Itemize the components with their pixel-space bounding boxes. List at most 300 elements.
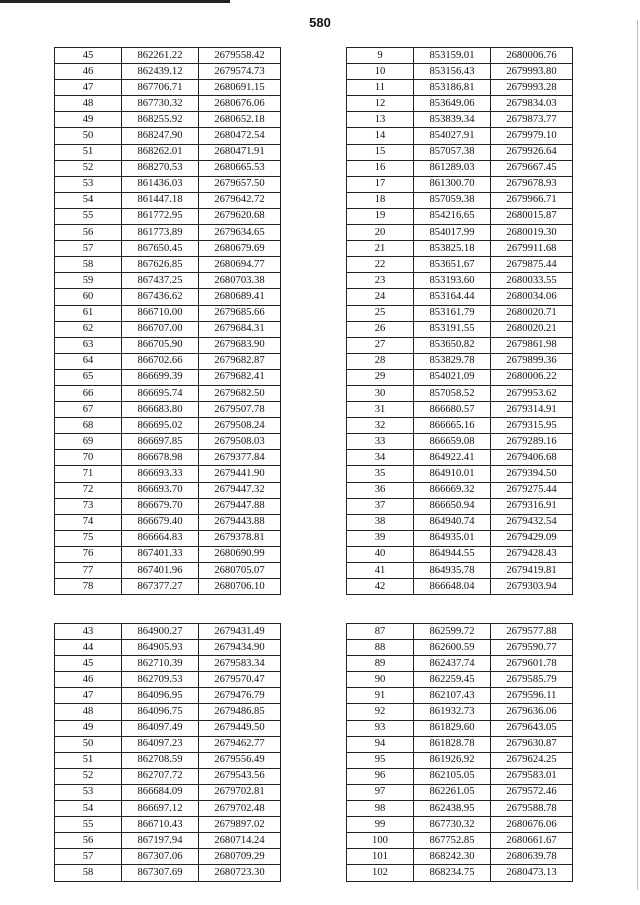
x-coordinate-cell: 853156.43 (414, 64, 491, 80)
table-row (55, 369, 281, 385)
x-coordinate-cell: 866680.57 (414, 402, 491, 418)
x-coordinate-cell: 866679.40 (122, 514, 199, 530)
table-row (347, 736, 573, 752)
x-coordinate-cell: 861828.78 (414, 736, 491, 752)
y-coordinate-cell: 2679508.24 (199, 418, 281, 434)
x-coordinate-cell: 867650.45 (122, 241, 199, 257)
table-row (347, 128, 573, 144)
x-coordinate-cell: 866679.70 (122, 498, 199, 514)
table-row (55, 768, 281, 784)
y-coordinate-cell: 2679570.47 (199, 672, 281, 688)
point-number-cell: 38 (347, 514, 414, 530)
x-coordinate-cell: 854027.91 (414, 128, 491, 144)
table-row (55, 736, 281, 752)
x-coordinate-cell: 866695.02 (122, 418, 199, 434)
point-number-cell: 23 (347, 273, 414, 289)
point-number-cell: 57 (55, 849, 122, 865)
y-coordinate-cell: 2679596.11 (491, 688, 573, 704)
point-number-cell: 37 (347, 498, 414, 514)
y-coordinate-cell: 2680472.54 (199, 128, 281, 144)
table-row (347, 656, 573, 672)
table-row (347, 402, 573, 418)
point-number-cell: 57 (55, 241, 122, 257)
x-coordinate-cell: 866697.85 (122, 434, 199, 450)
y-coordinate-cell: 2679875.44 (491, 257, 573, 273)
table-row (55, 96, 281, 112)
point-number-cell: 58 (55, 257, 122, 273)
table-row (347, 688, 573, 704)
table-row (55, 321, 281, 337)
y-coordinate-cell: 2679657.50 (199, 176, 281, 192)
table-row (347, 833, 573, 849)
y-coordinate-cell: 2679476.79 (199, 688, 281, 704)
y-coordinate-cell: 2679303.94 (491, 579, 573, 595)
table-row (347, 96, 573, 112)
table-row (347, 768, 573, 784)
y-coordinate-cell: 2680690.99 (199, 546, 281, 562)
table-row (347, 337, 573, 353)
x-coordinate-cell: 862261.05 (414, 784, 491, 800)
y-coordinate-cell: 2679583.34 (199, 656, 281, 672)
point-number-cell: 46 (55, 672, 122, 688)
y-coordinate-cell: 2680034.06 (491, 289, 573, 305)
table-row (55, 305, 281, 321)
table-row (55, 720, 281, 736)
x-coordinate-cell: 866710.43 (122, 817, 199, 833)
y-coordinate-cell: 2680706.10 (199, 579, 281, 595)
point-number-cell: 72 (55, 482, 122, 498)
point-number-cell: 13 (347, 112, 414, 128)
x-coordinate-cell: 862438.95 (414, 801, 491, 817)
table-row (347, 305, 573, 321)
y-coordinate-cell: 2679684.31 (199, 321, 281, 337)
table-row (347, 257, 573, 273)
table-row (347, 241, 573, 257)
x-coordinate-cell: 861436.03 (122, 176, 199, 192)
point-number-cell: 42 (347, 579, 414, 595)
point-number-cell: 56 (55, 833, 122, 849)
table-row (55, 112, 281, 128)
point-number-cell: 73 (55, 498, 122, 514)
table-row (55, 466, 281, 482)
y-coordinate-cell: 2679966.71 (491, 192, 573, 208)
y-coordinate-cell: 2679897.02 (199, 817, 281, 833)
x-coordinate-cell: 864910.01 (414, 466, 491, 482)
point-number-cell: 44 (55, 640, 122, 656)
y-coordinate-cell: 2679634.65 (199, 225, 281, 241)
table-row (55, 624, 281, 640)
x-coordinate-cell: 866702.66 (122, 353, 199, 369)
table-row (347, 273, 573, 289)
table-row (347, 353, 573, 369)
y-coordinate-cell: 2679429.09 (491, 530, 573, 546)
point-number-cell: 49 (55, 112, 122, 128)
coordinate-table-upper-left (54, 47, 281, 595)
point-number-cell: 77 (55, 563, 122, 579)
x-coordinate-cell: 853191.55 (414, 321, 491, 337)
x-coordinate-cell: 866650.94 (414, 498, 491, 514)
x-coordinate-cell: 857059.38 (414, 192, 491, 208)
point-number-cell: 53 (55, 784, 122, 800)
x-coordinate-cell: 867706.71 (122, 80, 199, 96)
point-number-cell: 69 (55, 434, 122, 450)
y-coordinate-cell: 2679873.77 (491, 112, 573, 128)
y-coordinate-cell: 2679431.49 (199, 624, 281, 640)
table-row (347, 624, 573, 640)
table-row (55, 656, 281, 672)
point-number-cell: 51 (55, 752, 122, 768)
y-coordinate-cell: 2679620.68 (199, 208, 281, 224)
table-row (55, 801, 281, 817)
y-coordinate-cell: 2679507.78 (199, 402, 281, 418)
table-row (55, 579, 281, 595)
x-coordinate-cell: 861300.70 (414, 176, 491, 192)
y-coordinate-cell: 2679702.81 (199, 784, 281, 800)
table-row (55, 865, 281, 881)
x-coordinate-cell: 867401.33 (122, 546, 199, 562)
table-row (55, 482, 281, 498)
point-number-cell: 43 (55, 624, 122, 640)
x-coordinate-cell: 862709.53 (122, 672, 199, 688)
y-coordinate-cell: 2680033.55 (491, 273, 573, 289)
y-coordinate-cell: 2679558.42 (199, 48, 281, 64)
y-coordinate-cell: 2680679.69 (199, 241, 281, 257)
y-coordinate-cell: 2680709.29 (199, 849, 281, 865)
table-row (55, 514, 281, 530)
y-coordinate-cell: 2679377.84 (199, 450, 281, 466)
x-coordinate-cell: 862259.45 (414, 672, 491, 688)
point-number-cell: 28 (347, 353, 414, 369)
table-row (347, 563, 573, 579)
x-coordinate-cell: 866699.39 (122, 369, 199, 385)
table-row (55, 704, 281, 720)
table-row (347, 865, 573, 881)
x-coordinate-cell: 867307.06 (122, 849, 199, 865)
y-coordinate-cell: 2679443.88 (199, 514, 281, 530)
table-row (55, 498, 281, 514)
point-number-cell: 47 (55, 688, 122, 704)
x-coordinate-cell: 866693.70 (122, 482, 199, 498)
x-coordinate-cell: 868234.75 (414, 865, 491, 881)
table-row (347, 385, 573, 401)
y-coordinate-cell: 2679434.90 (199, 640, 281, 656)
table-row (55, 353, 281, 369)
point-number-cell: 87 (347, 624, 414, 640)
x-coordinate-cell: 867752.85 (414, 833, 491, 849)
table-row (347, 289, 573, 305)
x-coordinate-cell: 853825.18 (414, 241, 491, 257)
y-coordinate-cell: 2679601.78 (491, 656, 573, 672)
y-coordinate-cell: 2679275.44 (491, 482, 573, 498)
table-row (347, 208, 573, 224)
x-coordinate-cell: 861289.03 (414, 160, 491, 176)
x-coordinate-cell: 866697.12 (122, 801, 199, 817)
x-coordinate-cell: 864096.95 (122, 688, 199, 704)
table-row (55, 128, 281, 144)
y-coordinate-cell: 2680639.78 (491, 849, 573, 865)
point-number-cell: 53 (55, 176, 122, 192)
x-coordinate-cell: 854021.09 (414, 369, 491, 385)
y-coordinate-cell: 2679574.73 (199, 64, 281, 80)
y-coordinate-cell: 2680676.06 (491, 817, 573, 833)
x-coordinate-cell: 853159.01 (414, 48, 491, 64)
point-number-cell: 67 (55, 402, 122, 418)
table-row (55, 225, 281, 241)
y-coordinate-cell: 2679462.77 (199, 736, 281, 752)
table-row (347, 48, 573, 64)
table-row (55, 434, 281, 450)
point-number-cell: 99 (347, 817, 414, 833)
x-coordinate-cell: 862708.59 (122, 752, 199, 768)
y-coordinate-cell: 2680019.30 (491, 225, 573, 241)
point-number-cell: 34 (347, 450, 414, 466)
x-coordinate-cell: 866693.33 (122, 466, 199, 482)
y-coordinate-cell: 2679572.46 (491, 784, 573, 800)
y-coordinate-cell: 2680015.87 (491, 208, 573, 224)
y-coordinate-cell: 2679449.50 (199, 720, 281, 736)
y-coordinate-cell: 2680676.06 (199, 96, 281, 112)
table-row (55, 688, 281, 704)
point-number-cell: 51 (55, 144, 122, 160)
point-number-cell: 31 (347, 402, 414, 418)
y-coordinate-cell: 2680661.67 (491, 833, 573, 849)
point-number-cell: 65 (55, 369, 122, 385)
x-coordinate-cell: 861926.92 (414, 752, 491, 768)
y-coordinate-cell: 2679432.54 (491, 514, 573, 530)
point-number-cell: 48 (55, 704, 122, 720)
y-coordinate-cell: 2679583.01 (491, 768, 573, 784)
x-coordinate-cell: 862439.12 (122, 64, 199, 80)
point-number-cell: 11 (347, 80, 414, 96)
y-coordinate-cell: 2680694.77 (199, 257, 281, 273)
point-number-cell: 95 (347, 752, 414, 768)
point-number-cell: 21 (347, 241, 414, 257)
y-coordinate-cell: 2679419.81 (491, 563, 573, 579)
table-row (55, 289, 281, 305)
y-coordinate-cell: 2679682.87 (199, 353, 281, 369)
table-row (55, 752, 281, 768)
x-coordinate-cell: 861773.89 (122, 225, 199, 241)
x-coordinate-cell: 861932.73 (414, 704, 491, 720)
point-number-cell: 98 (347, 801, 414, 817)
table-row (347, 801, 573, 817)
y-coordinate-cell: 2679979.10 (491, 128, 573, 144)
y-coordinate-cell: 2679447.88 (199, 498, 281, 514)
x-coordinate-cell: 867197.94 (122, 833, 199, 849)
y-coordinate-cell: 2680691.15 (199, 80, 281, 96)
point-number-cell: 41 (347, 563, 414, 579)
x-coordinate-cell: 868247.90 (122, 128, 199, 144)
x-coordinate-cell: 866695.74 (122, 385, 199, 401)
y-coordinate-cell: 2679624.25 (491, 752, 573, 768)
table-row (55, 849, 281, 865)
y-coordinate-cell: 2679447.32 (199, 482, 281, 498)
x-coordinate-cell: 868262.01 (122, 144, 199, 160)
point-number-cell: 52 (55, 768, 122, 784)
page-number: 580 (309, 15, 331, 30)
x-coordinate-cell: 864935.01 (414, 530, 491, 546)
point-number-cell: 59 (55, 273, 122, 289)
point-number-cell: 26 (347, 321, 414, 337)
point-number-cell: 78 (55, 579, 122, 595)
table-row (347, 704, 573, 720)
x-coordinate-cell: 853164.44 (414, 289, 491, 305)
x-coordinate-cell: 868270.53 (122, 160, 199, 176)
point-number-cell: 29 (347, 369, 414, 385)
x-coordinate-cell: 866707.00 (122, 321, 199, 337)
point-number-cell: 75 (55, 530, 122, 546)
point-number-cell: 90 (347, 672, 414, 688)
point-number-cell: 97 (347, 784, 414, 800)
table-row (347, 579, 573, 595)
table-row (55, 208, 281, 224)
y-coordinate-cell: 2679953.62 (491, 385, 573, 401)
y-coordinate-cell: 2679289.16 (491, 434, 573, 450)
y-coordinate-cell: 2679861.98 (491, 337, 573, 353)
x-coordinate-cell: 861772.95 (122, 208, 199, 224)
point-number-cell: 63 (55, 337, 122, 353)
x-coordinate-cell: 867437.25 (122, 273, 199, 289)
point-number-cell: 96 (347, 768, 414, 784)
table-row (55, 817, 281, 833)
point-number-cell: 45 (55, 48, 122, 64)
table-row (55, 546, 281, 562)
y-coordinate-cell: 2679685.66 (199, 305, 281, 321)
y-coordinate-cell: 2679926.64 (491, 144, 573, 160)
table-row (55, 192, 281, 208)
table-row (55, 176, 281, 192)
point-number-cell: 27 (347, 337, 414, 353)
x-coordinate-cell: 867307.69 (122, 865, 199, 881)
table-row (55, 241, 281, 257)
table-row (55, 144, 281, 160)
table-row (347, 466, 573, 482)
table-row (347, 144, 573, 160)
y-coordinate-cell: 2679543.56 (199, 768, 281, 784)
x-coordinate-cell: 853839.34 (414, 112, 491, 128)
x-coordinate-cell: 866710.00 (122, 305, 199, 321)
table-row (347, 225, 573, 241)
x-coordinate-cell: 867436.62 (122, 289, 199, 305)
y-coordinate-cell: 2679585.79 (491, 672, 573, 688)
point-number-cell: 9 (347, 48, 414, 64)
point-number-cell: 56 (55, 225, 122, 241)
point-number-cell: 25 (347, 305, 414, 321)
point-number-cell: 30 (347, 385, 414, 401)
point-number-cell: 70 (55, 450, 122, 466)
x-coordinate-cell: 862600.59 (414, 640, 491, 656)
table-row (347, 482, 573, 498)
y-coordinate-cell: 2679643.05 (491, 720, 573, 736)
table-row (55, 563, 281, 579)
table-row (347, 176, 573, 192)
y-coordinate-cell: 2679588.78 (491, 801, 573, 817)
x-coordinate-cell: 867401.96 (122, 563, 199, 579)
table-row (347, 514, 573, 530)
y-coordinate-cell: 2679486.85 (199, 704, 281, 720)
x-coordinate-cell: 862710.39 (122, 656, 199, 672)
table-row (347, 752, 573, 768)
x-coordinate-cell: 867377.27 (122, 579, 199, 595)
point-number-cell: 14 (347, 128, 414, 144)
y-coordinate-cell: 2679678.93 (491, 176, 573, 192)
y-coordinate-cell: 2680020.21 (491, 321, 573, 337)
point-number-cell: 50 (55, 736, 122, 752)
point-number-cell: 35 (347, 466, 414, 482)
y-coordinate-cell: 2680006.22 (491, 369, 573, 385)
point-number-cell: 55 (55, 817, 122, 833)
table-row (347, 450, 573, 466)
table-row (55, 530, 281, 546)
table-row (347, 369, 573, 385)
point-number-cell: 92 (347, 704, 414, 720)
table-row (347, 640, 573, 656)
table-row (55, 672, 281, 688)
point-number-cell: 62 (55, 321, 122, 337)
y-coordinate-cell: 2679702.48 (199, 801, 281, 817)
point-number-cell: 10 (347, 64, 414, 80)
coordinate-table-upper-right (346, 47, 573, 595)
y-coordinate-cell: 2679911.68 (491, 241, 573, 257)
table-row (347, 530, 573, 546)
point-number-cell: 54 (55, 801, 122, 817)
y-coordinate-cell: 2680473.13 (491, 865, 573, 881)
point-number-cell: 19 (347, 208, 414, 224)
x-coordinate-cell: 864097.49 (122, 720, 199, 736)
x-coordinate-cell: 854017.99 (414, 225, 491, 241)
y-coordinate-cell: 2680705.07 (199, 563, 281, 579)
x-coordinate-cell: 853186.81 (414, 80, 491, 96)
x-coordinate-cell: 866665.16 (414, 418, 491, 434)
y-coordinate-cell: 2680689.41 (199, 289, 281, 305)
x-coordinate-cell: 857057.38 (414, 144, 491, 160)
x-coordinate-cell: 853651.67 (414, 257, 491, 273)
x-coordinate-cell: 866705.90 (122, 337, 199, 353)
point-number-cell: 94 (347, 736, 414, 752)
x-coordinate-cell: 866683.80 (122, 402, 199, 418)
x-coordinate-cell: 854216.65 (414, 208, 491, 224)
point-number-cell: 33 (347, 434, 414, 450)
y-coordinate-cell: 2679316.91 (491, 498, 573, 514)
x-coordinate-cell: 867730.32 (122, 96, 199, 112)
table-row (347, 720, 573, 736)
table-row (347, 434, 573, 450)
x-coordinate-cell: 864935.78 (414, 563, 491, 579)
table-row (55, 257, 281, 273)
table-row (347, 784, 573, 800)
y-coordinate-cell: 2679993.28 (491, 80, 573, 96)
y-coordinate-cell: 2679406.68 (491, 450, 573, 466)
table-row (55, 784, 281, 800)
point-number-cell: 18 (347, 192, 414, 208)
point-number-cell: 68 (55, 418, 122, 434)
y-coordinate-cell: 2680723.30 (199, 865, 281, 881)
y-coordinate-cell: 2679683.90 (199, 337, 281, 353)
top-rule (0, 0, 230, 3)
x-coordinate-cell: 868255.92 (122, 112, 199, 128)
y-coordinate-cell: 2679899.36 (491, 353, 573, 369)
x-coordinate-cell: 862107.43 (414, 688, 491, 704)
x-coordinate-cell: 853829.78 (414, 353, 491, 369)
table-row (347, 80, 573, 96)
x-coordinate-cell: 866659.08 (414, 434, 491, 450)
y-coordinate-cell: 2679642.72 (199, 192, 281, 208)
y-coordinate-cell: 2679394.50 (491, 466, 573, 482)
point-number-cell: 101 (347, 849, 414, 865)
x-coordinate-cell: 853650.82 (414, 337, 491, 353)
point-number-cell: 32 (347, 418, 414, 434)
x-coordinate-cell: 868242.30 (414, 849, 491, 865)
